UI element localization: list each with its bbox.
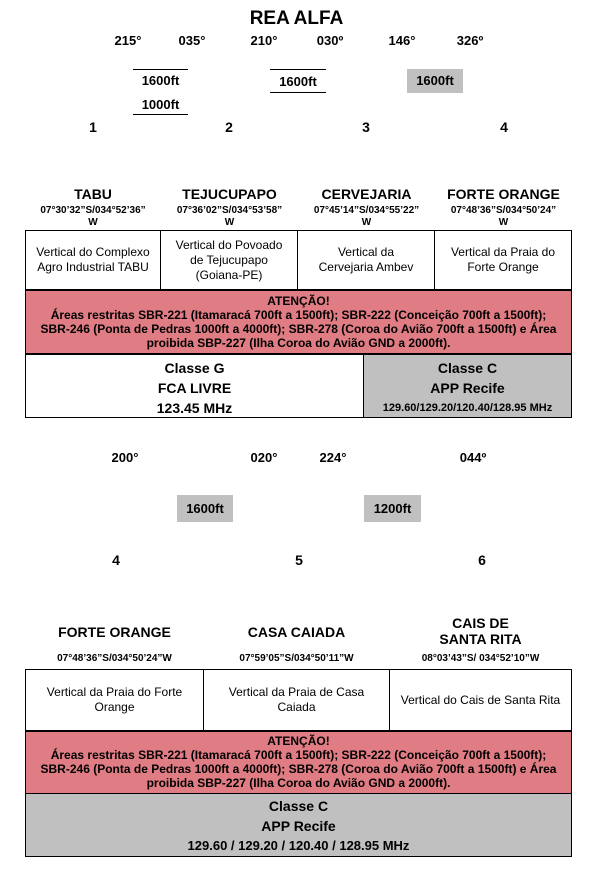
airspace-frequency: 129.60/129.20/120.40/128.95 MHz — [382, 402, 553, 414]
restricted-area-alert — [25, 290, 572, 354]
airspace-unit: APP Recife — [261, 818, 336, 834]
waypoint-number: 4 — [500, 119, 508, 135]
alert-text: SBR-246 (Ponta de Pedras 1000ft a 4000ft); SBR-278 (Coroa do Avião 700ft a 1500ft) e Área — [40, 762, 557, 776]
airspace-class: Classe G — [164, 360, 225, 376]
airspace-class: Classe C — [437, 360, 498, 376]
point-coordinates: 07°30’32”S/034°52’36” W — [40, 205, 146, 228]
airspace-frequency: 123.45 MHz — [156, 400, 233, 416]
altitude-line — [133, 114, 188, 115]
alert-text: Áreas restritas SBR-221 (Itamaracá 700ft a 1500ft); SBR-222 (Conceição 700ft a 1500ft); — [50, 748, 547, 762]
alert-text: proibida SBP-227 (Ilha Coroa do Avião GND a 2000ft). — [146, 336, 451, 350]
alert-title: ATENÇÃO! — [267, 734, 330, 748]
point-name: FORTE ORANGE — [58, 624, 171, 640]
altitude-label: 1600ft — [407, 69, 463, 93]
heading-label: 326º — [456, 33, 484, 48]
point-name: TABU — [74, 186, 112, 202]
restricted-area-alert — [25, 731, 572, 794]
point-coordinates: 08°03’43”S/ 034°52’10”W — [421, 653, 540, 664]
heading-label: 210° — [250, 33, 278, 48]
point-description: Vertical da Praia de Casa Caiada — [204, 670, 390, 730]
point-coordinates: 07°48’36”S/034°50’24” W — [450, 205, 557, 228]
point-description: Vertical do Complexo Agro Industrial TABU — [26, 231, 161, 289]
point-name: CERVEJARIA — [321, 186, 412, 202]
point-description: Vertical da Praia do Forte Orange — [26, 670, 204, 730]
airspace-class-box — [25, 354, 364, 418]
heading-label: 030º — [316, 33, 344, 48]
page-title: REA ALFA — [249, 8, 344, 29]
altitude-label: 1600ft — [279, 74, 317, 89]
heading-label: 035° — [178, 33, 206, 48]
point-description: Vertical da Cervejaria Ambev — [298, 231, 435, 289]
altitude-line — [270, 92, 326, 93]
heading-label: 200° — [111, 450, 139, 465]
heading-label: 020° — [250, 450, 278, 465]
waypoint-number: 2 — [225, 119, 233, 135]
point-description: Vertical do Cais de Santa Rita — [400, 692, 561, 707]
alert-title: ATENÇÃO! — [267, 294, 330, 308]
route2-description-table — [25, 669, 572, 731]
waypoint-number: 3 — [362, 119, 370, 135]
waypoint-number: 4 — [112, 552, 120, 568]
altitude-label: 1200ft — [364, 495, 421, 522]
heading-label: 146° — [388, 33, 416, 48]
heading-label: 044º — [459, 450, 487, 465]
altitude-line — [270, 69, 326, 70]
altitude-line — [133, 69, 188, 70]
altitude-label: 1000ft — [141, 97, 180, 112]
point-coordinates: 07°36’02”S/034°53’58” W — [176, 205, 283, 228]
airspace-class-box — [25, 793, 572, 857]
airspace-class: Classe C — [268, 798, 329, 814]
point-name: CASA CAIADA — [247, 624, 346, 640]
point-coordinates: 07°59’05”S/034°50’11”W — [239, 653, 354, 664]
altitude-label: 1600ft — [177, 495, 233, 522]
point-name: TEJUCUPAPO — [182, 186, 277, 202]
altitude-label: 1600ft — [141, 73, 180, 88]
heading-label: 224° — [319, 450, 347, 465]
heading-label: 215° — [114, 33, 142, 48]
waypoint-number: 5 — [295, 552, 303, 568]
point-coordinates: 07°48’36”S/034°50’24”W — [57, 653, 172, 664]
airspace-unit: APP Recife — [430, 380, 505, 396]
waypoint-number: 1 — [89, 119, 97, 135]
airspace-unit: FCA LIVRE — [157, 380, 232, 396]
airspace-class-box — [363, 354, 572, 418]
route1-description-table — [25, 230, 572, 290]
waypoint-number: 6 — [478, 552, 486, 568]
alert-text: SBR-246 (Ponta de Pedras 1000ft a 4000ft); SBR-278 (Coroa do Avião 700ft a 1500ft) e Área — [40, 322, 557, 336]
point-name: CAIS DE SANTA RITA — [439, 615, 522, 647]
point-description: Vertical do Povoado de Tejucupapo (Goiana-PE) — [161, 231, 298, 289]
point-coordinates: 07°45’14”S/034°55’22” W — [313, 205, 420, 228]
point-name: FORTE ORANGE — [447, 186, 560, 202]
alert-text: proibida SBP-227 (Ilha Coroa do Avião GND a 2000ft). — [146, 776, 451, 790]
airspace-frequency: 129.60 / 129.20 / 120.40 / 128.95 MHz — [187, 838, 410, 853]
alert-text: Áreas restritas SBR-221 (Itamaracá 700ft a 1500ft); SBR-222 (Conceição 700ft a 1500ft); — [50, 308, 547, 322]
point-description: Vertical da Praia do Forte Orange — [450, 245, 556, 274]
